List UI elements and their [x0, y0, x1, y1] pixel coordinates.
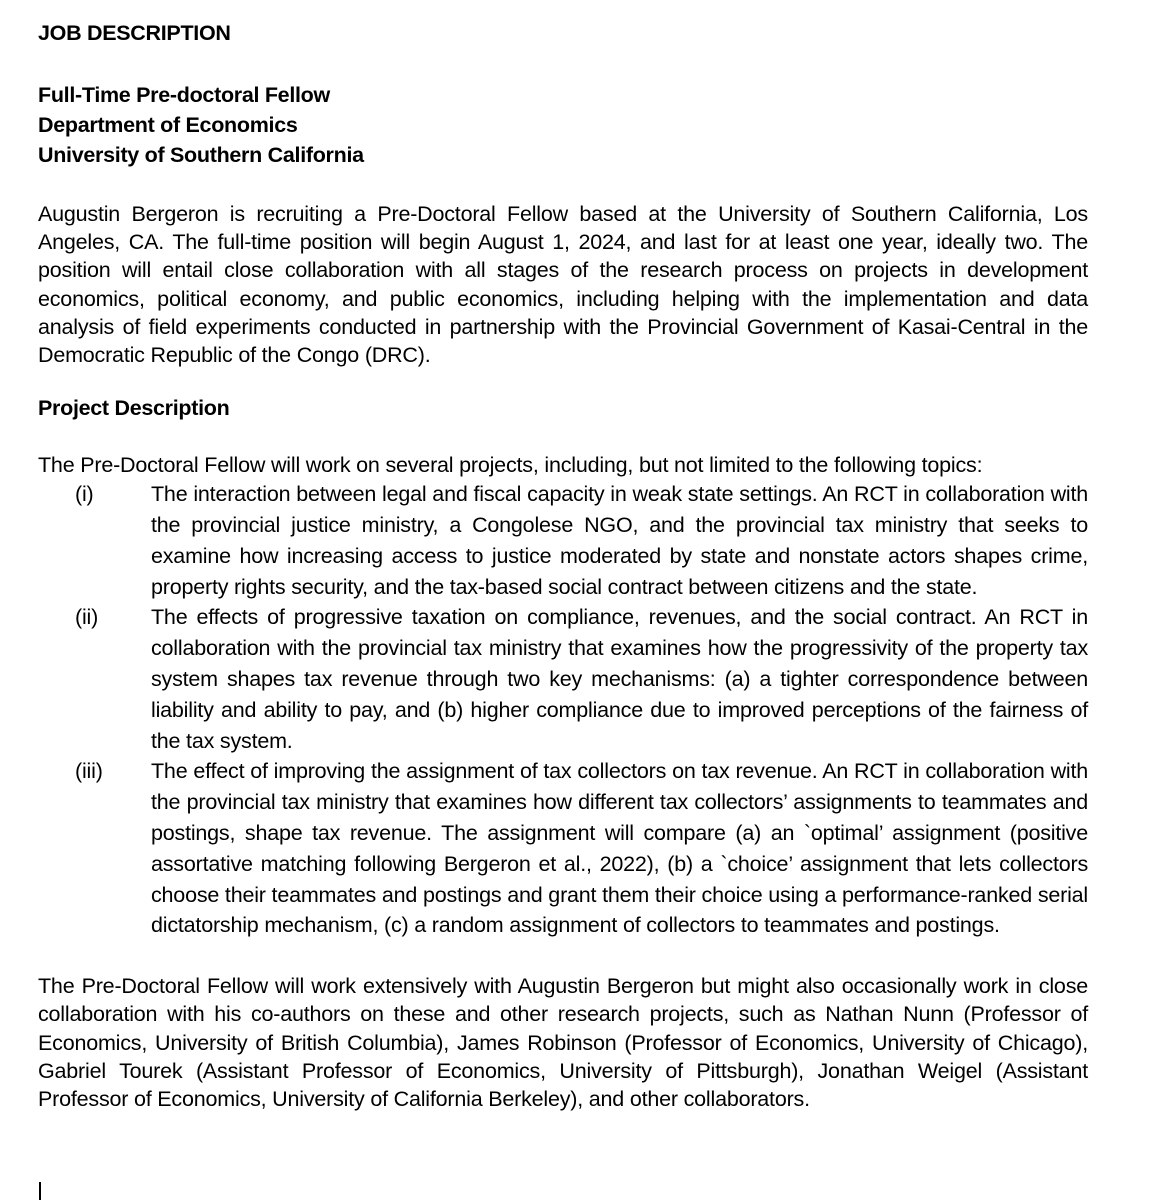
- topic-text: The interaction between legal and fiscal capacity in weak state settings. An RCT in collaboration with the provincial justice ministry, a Congolese NGO, and the provincial tax ministry that seeks to examine how increasing access to justice moderated by state and nonstate actors shapes crime, property rights security, and the tax-based social contract between citizens and the state.: [151, 482, 1088, 599]
- topic-item: [38, 602, 1088, 756]
- topic-item: [38, 756, 1088, 941]
- text-cursor: [39, 1182, 41, 1200]
- position-title: Full-Time Pre-doctoral Fellow: [38, 83, 330, 107]
- intro-paragraph: Augustin Bergeron is recruiting a Pre-Doctoral Fellow based at the University of Southern California, Los Angeles, CA. The full-time position will begin August 1, 2024, and last for at least one year, ideally two. The position will entail close collaboration with all stages of the research process on projects in development economics, political economy, and public economics, including helping with the implementation and data analysis of field experiments conducted in partnership with the Provincial Government of Kasai-Central in the Democratic Republic of the Congo (DRC).: [38, 202, 1088, 368]
- topic-marker: (ii): [75, 605, 99, 630]
- topic-text: The effect of improving the assignment of tax collectors on tax revenue. An RCT in collaboration with the provincial tax ministry that examines how different tax collectors’ assignments to teammates and postings, shape tax revenue. The assignment will compare (a) an `optimal’ assignment (positive assortative matching following Bergeron et al., 2022), (b) a `choice’ assignment that lets collectors choose their teammates and postings and grant them their choice using a performance-ranked serial dictatorship mechanism, (c) a random assignment of collectors to teammates and postings.: [151, 759, 1088, 938]
- closing-paragraph: The Pre-Doctoral Fellow will work extensively with Augustin Bergeron but might also occasionally work in close collaboration with his co-authors on these and other research projects, such as Nathan Nunn (Professor of Economics, University of British Columbia), James Robinson (Professor of Economics, University of Chicago), Gabriel Tourek (Assistant Professor of Economics, University of Pittsburgh), Jonathan Weigel (Assistant Professor of Economics, University of California Berkeley), and other collaborators.: [38, 974, 1088, 1111]
- topic-marker: (iii): [75, 759, 103, 784]
- topic-list: [38, 479, 1088, 941]
- position-heading-block: [38, 80, 1088, 170]
- department-name: Department of Economics: [38, 113, 298, 137]
- university-name: University of Southern California: [38, 143, 364, 167]
- topics-lead-paragraph: The Pre-Doctoral Fellow will work on several projects, including, but not limited to the following topics:: [38, 453, 983, 478]
- document-title: JOB DESCRIPTION: [38, 21, 231, 45]
- topic-item: [38, 479, 1088, 602]
- topic-marker: (i): [75, 482, 94, 507]
- topic-text: The effects of progressive taxation on compliance, revenues, and the social contract. An RCT in collaboration with the provincial tax ministry that examines how the progressivity of the property tax system shapes tax revenue through two key mechanisms: (a) a tighter correspondence between liability and ability to pay, and (b) higher compliance due to improved perceptions of the fairness of the tax system.: [151, 605, 1088, 753]
- project-description-heading: Project Description: [38, 396, 230, 421]
- document-page[interactable]: [38, 18, 1088, 1113]
